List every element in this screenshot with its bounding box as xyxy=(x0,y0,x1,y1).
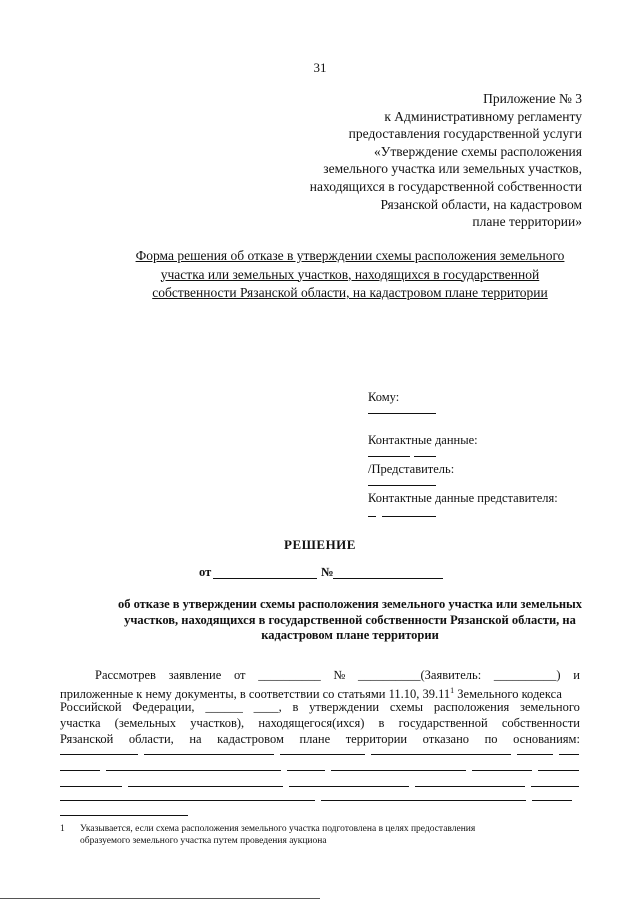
blank-line xyxy=(532,800,572,801)
blank-line xyxy=(128,786,283,787)
form-title-line: Форма решения об отказе в утверждении схемы расположения земельного xyxy=(135,248,565,263)
contacts-field-line[interactable] xyxy=(414,456,436,457)
page-number: 31 xyxy=(313,60,327,75)
application-number-field[interactable]: __________(Заявитель: xyxy=(357,668,482,682)
blank-line xyxy=(60,754,138,755)
body-word: на xyxy=(189,732,202,746)
blank-line xyxy=(517,754,553,755)
body-word: от xyxy=(233,668,246,682)
body-word: заявление xyxy=(168,668,222,682)
appendix-line: находящихся в государственной собственности xyxy=(309,178,582,194)
body-word: отказано xyxy=(422,732,470,746)
body-word: № xyxy=(333,668,346,682)
blank-line xyxy=(371,754,511,755)
appendix-line: плане территории» xyxy=(472,214,582,230)
appendix-line: «Утверждение схемы расположения xyxy=(374,143,582,159)
blank-line xyxy=(559,754,579,755)
body-line-2 xyxy=(60,684,580,702)
appendix-header xyxy=(310,90,582,231)
appendix-line: Рязанской области, на кадастровом xyxy=(380,196,582,212)
decision-date-field[interactable] xyxy=(213,578,317,579)
body-word: кадастровом xyxy=(217,732,284,746)
form-title-line: участка или земельных участков, находящихся в государственной xyxy=(160,266,540,282)
subject-line: об отказе в утверждении схемы расположения земельного участка или земельных xyxy=(117,597,583,611)
body-line-1 xyxy=(95,668,580,683)
decision-date-number-row xyxy=(199,565,211,580)
blank-line xyxy=(472,770,532,771)
subject-line: участков, находящихся в государственной собственности Рязанской области, на xyxy=(124,612,576,627)
body-word: основаниям: xyxy=(513,732,580,746)
body-word: Рассмотрев xyxy=(95,668,156,682)
blank-line xyxy=(106,770,281,771)
form-title xyxy=(60,247,640,303)
appendix-line: земельного участка или земельных участков, xyxy=(323,161,582,177)
decision-heading: РЕШЕНИЕ xyxy=(284,537,356,552)
body-word: расположения xyxy=(433,700,510,714)
body-word: государственной xyxy=(398,716,488,730)
blank-line xyxy=(60,786,122,787)
body-word: участков), xyxy=(190,716,245,730)
footnote-text: Указывается, если схема расположения земельного участка подготовлена в целях предоставления xyxy=(80,824,476,834)
appendix-line: Приложение № 3 xyxy=(483,91,582,106)
blank-line xyxy=(538,770,579,771)
from-label: от xyxy=(199,565,212,579)
body-word: территории xyxy=(345,732,408,746)
body-text: приложенные к нему документы, в соответствии со статьями 11.10, 39.11 xyxy=(60,687,451,702)
contacts-field-line[interactable] xyxy=(368,456,410,457)
body-word: Российской xyxy=(60,700,122,714)
body-text: Земельного кодекса xyxy=(454,687,562,702)
footnote xyxy=(60,823,475,847)
to-field-line[interactable] xyxy=(368,413,436,414)
footnote-mark: 1 xyxy=(60,824,65,834)
decision-number-field[interactable] xyxy=(333,578,443,579)
body-line-5 xyxy=(60,732,580,747)
page-bottom-rule xyxy=(0,898,320,899)
body-word: собственности xyxy=(501,716,580,730)
decision-subject xyxy=(70,597,630,644)
blank-line xyxy=(321,800,526,801)
blank-line xyxy=(415,786,525,787)
body-word: находящегося(ихся) xyxy=(258,716,365,730)
rep-contacts-label: Контактные данные представителя: xyxy=(368,491,558,505)
contacts-label: Контактные данные: xyxy=(368,433,478,447)
body-word: в xyxy=(292,700,299,714)
blank-line xyxy=(60,800,315,801)
blank-line xyxy=(60,770,100,771)
footnote-text: образуемого земельного участка путем проведения аукциона xyxy=(80,836,327,846)
blank-line xyxy=(331,770,466,771)
body-word: (земельных xyxy=(114,716,177,730)
blank-field[interactable]: ______ xyxy=(205,700,243,714)
body-word: Рязанской xyxy=(60,732,114,746)
subject-line: кадастровом плане территории xyxy=(261,628,439,642)
blank-line xyxy=(280,754,365,755)
blank-line xyxy=(531,786,579,787)
number-label: № xyxy=(321,565,334,579)
body-line-3 xyxy=(60,700,580,715)
body-word: области, xyxy=(128,732,174,746)
blank-line xyxy=(287,770,325,771)
footnote-ref: 1 xyxy=(450,686,455,695)
applicant-field[interactable]: __________) xyxy=(493,668,561,682)
body-word: плане xyxy=(299,732,331,746)
rep-contacts-field-line[interactable] xyxy=(368,516,376,517)
body-line-4 xyxy=(60,716,580,731)
body-word: по xyxy=(484,732,498,746)
to-label: Кому: xyxy=(368,390,400,404)
footnote-separator xyxy=(60,815,188,816)
form-title-line: собственности Рязанской области, на кадастровом плане территории xyxy=(152,285,548,300)
body-word: схемы xyxy=(389,700,424,714)
blank-field[interactable]: ____, xyxy=(253,700,282,714)
body-word: утверждении xyxy=(309,700,380,714)
blank-line xyxy=(289,786,409,787)
body-word: и xyxy=(573,668,580,682)
body-word: земельного xyxy=(520,700,580,714)
body-word: в xyxy=(378,716,385,730)
representative-field-line[interactable] xyxy=(368,485,436,486)
rep-contacts-field-line[interactable] xyxy=(382,516,436,517)
representative-label: /Представитель: xyxy=(368,462,455,476)
appendix-line: к Административному регламенту xyxy=(384,108,582,124)
body-word: участка xyxy=(60,716,101,730)
blank-line xyxy=(144,754,274,755)
appendix-line: предоставления государственной услуги xyxy=(348,126,582,142)
application-date-field[interactable]: __________ xyxy=(258,668,321,682)
body-word: Федерации, xyxy=(132,700,195,714)
